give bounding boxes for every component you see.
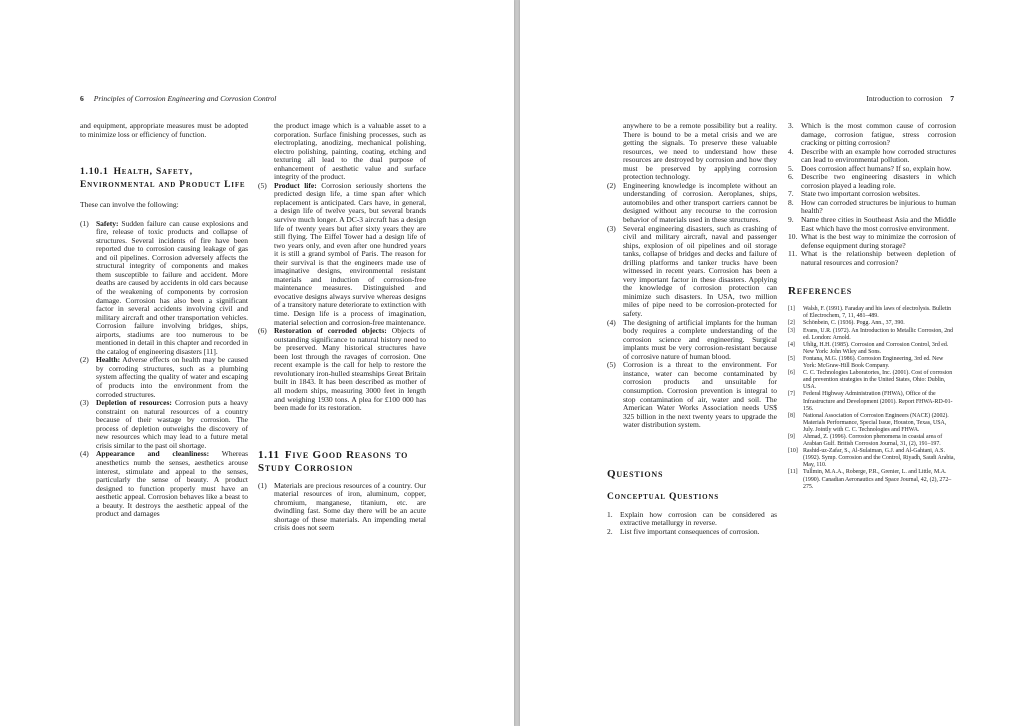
list-item-text: Materials are precious resources of a country. Our material resources of iron, aluminum, copper, chromium, manganese, titanium, etc. are dwindling fast. Some day there will be an acute shortage of these materials. An impending metal crisis does not seem <box>274 480 426 533</box>
list-item-text: Schönbein, C. (1936). Pogg. Ann., 37, 390. <box>803 320 905 327</box>
list-item <box>607 361 777 429</box>
list-item-title: Restoration of corroded objects: <box>274 326 387 336</box>
right-column-2 <box>788 122 956 491</box>
references-list <box>788 306 956 490</box>
list-marker: (4) <box>607 317 616 327</box>
list-item <box>788 173 956 190</box>
section-number: 1.11 <box>258 448 280 461</box>
questions-list <box>607 511 777 537</box>
list-marker: (2) <box>607 180 616 190</box>
list-marker: (3) <box>607 223 616 233</box>
list-item <box>788 448 956 469</box>
references-heading <box>788 285 956 298</box>
list-marker: [10] <box>788 448 798 455</box>
list-item <box>258 482 426 533</box>
list-item <box>788 148 956 165</box>
list-marker: (5) <box>607 360 616 370</box>
list-item-text: Whereas anesthetics numb the senses, aesthetics arouse interest, stimulate and appeal to the senses, particularly the sense of beauty. A product designed to function properly must have an aesthetic appeal. Corrosion behaves like a beast to a beauty. It destroys the aesthetic appeal of the product and damages <box>96 449 248 519</box>
page-number-left: 6 <box>80 94 84 103</box>
list-item <box>607 319 777 362</box>
list-item-text: Corrosion is a threat to the environment. For instance, water can become contaminated by corrosion products and unsuitable for consumption. Corrosion prevention is integral to stop contamination of air, water and soil. The American Water Works Association needs US$ 325 billion in the next twenty years to upgrade the water distribution system. <box>623 360 777 430</box>
list-item <box>607 182 777 225</box>
list-marker: (3) <box>80 398 89 408</box>
list-item <box>258 122 426 182</box>
left-column-2 <box>258 122 426 533</box>
list-item <box>788 199 956 216</box>
left-page-header <box>80 94 276 103</box>
list-item <box>788 328 956 342</box>
list-item <box>607 122 777 182</box>
list-item-text: Several engineering disasters, such as crashing of civil and military aircraft, naval and passenger ships, explosion of oil pipelines and oil storage tanks, collapse of bridges and decks and failure of drilling platforms and tanker trucks have been witnessed in recent years. Corrosion has been a very important factor in these disasters. Applying the knowledge of corrosion protection can minimize such disasters. In USA, two million miles of pipe need to be corrosion-protected for safety. <box>623 223 777 319</box>
list-item-title: Product life: <box>274 180 317 190</box>
list-item-text: Fontana, M.G. (1986). Corrosion Engineering, 3rd ed. New York: McGraw-Hill Book Company. <box>803 355 944 370</box>
right-page-header <box>866 94 954 103</box>
list-marker: 5. <box>788 163 794 173</box>
list-item <box>788 370 956 391</box>
list-item <box>788 122 956 148</box>
list-item <box>788 391 956 412</box>
list-item <box>80 450 248 518</box>
list-item-title: Health: <box>96 355 121 365</box>
list-item-text: Engineering knowledge is incomplete without an understanding of corrosion. Aeroplanes, ships, automobiles and other transport carriers cannot be designed without any recourse to the corrosion behavior of materials used in these structures. <box>623 180 777 225</box>
list-item-text: Rashid-uz-Zafar, S., Al-Sulaiman, G.J. and Al-Gahtani, A.S. (1992). Symp. Corrosion and the Control, Riyadh, Saudi Arabia, May, 110. <box>803 448 955 469</box>
list-item-text: Tullmin, M.A.A., Roberge, P.R., Grenier, L. and Little, M.A. (1990). Canadian Aeronautics and Space Journal, 42, (2), 272–275. <box>803 469 952 490</box>
list-reasons-continuation <box>607 122 777 182</box>
list-marker: 7. <box>788 189 794 199</box>
list-item-text: List five important consequences of corrosion. <box>620 526 760 536</box>
left-column-1 <box>80 122 248 519</box>
list-marker: [8] <box>788 412 795 419</box>
list-item <box>788 356 956 370</box>
list-item-text: State two important corrosion websites. <box>801 189 920 199</box>
section-title: Health, Safety, Environmental and Product Life <box>80 167 246 190</box>
list-item-text: the product image which is a valuable asset to a corporation. Surface finishing processes, such as electroplating, anodizing, mechanical polishing, electro polishing, painting, coating, etching and texturing all lead to the dual purpose of enhancement of aesthetic value and surface integrity of the product. <box>274 121 426 182</box>
list-item-text: Objects of outstanding significance to natural history need to be preserved. Many historical structures have been lost through the ravages of corrosion. One recent example is the call for help to restore the revolutionary iron-hulled steamships Great Britain built in 1843. It has been described as mother of all modern ships, measuring 3000 feet in length and weighing 1930 tons. A plea for £100 000 has been made for its restoration. <box>274 326 426 413</box>
list-item-text: What is the best way to minimize the corrosion of defense equipment during storage? <box>801 232 956 250</box>
list-item-text: The designing of artificial implants for the human body requires a complete understanding of the corrosion science and engineering. Surgical implants must be very corrosion-resistant because of corrosive nature of human blood. <box>623 317 777 361</box>
questions-heading <box>607 468 777 481</box>
section-title: Questions <box>607 467 664 480</box>
list-item-text: Corrosion seriously shortens the predicted design life, a time span after which replacement is anticipated. Cars have, in general, a design life of twelve years, but several brands survive much longer. A DC-3 aircraft has a design life of twenty years but after sixty years they are still flying. The Eiffel Tower had a design life of two years only, and even after one hundred years it is still a grand symbol of Paris. The reason for their survival is that the engineers made use of imaginative designs, environmental resistant materials and induction of corrosion-free maintenance measures. Distinguished and evocative designs always survive whereas designs of a transitory nature deteriorate to extinction with time. Design life is a process of imagination, material selection and corrosion-free maintenance. <box>274 180 426 327</box>
list-marker: [9] <box>788 433 795 440</box>
list-reasons-cont <box>607 182 777 430</box>
list-consequences <box>80 220 248 519</box>
section-title: Conceptual Questions <box>607 491 719 502</box>
list-marker: 9. <box>788 215 794 225</box>
list-item <box>788 320 956 327</box>
list-item-text: How can corroded structures be injurious to human health? <box>801 197 956 216</box>
list-continuation <box>258 122 426 182</box>
list-item-title: Safety: <box>96 218 119 228</box>
section-title: References <box>788 285 852 298</box>
list-item-text: Sudden failure can cause explosions and fire, release of toxic products and collapse of structures. Several incidents of fire have been reported due to corrosion causing leakage of gas and oil pipelines. Corrosion adversely affects the structural integrity of components and makes them susceptible to failure and accident. More deaths are caused by accidents in old cars because of the weakening of components by corrosion damage. Corrosion has also been a significant factor in several accidents involving civil and military aircraft and other transportation vehicles. Corrosion failure involving bridges, ships, airports, stadiums are too numerous to be mentioned in detail in this chapter and recorded in the catalog of engineering disasters [11]. <box>96 218 248 356</box>
list-marker: [6] <box>788 370 795 377</box>
conceptual-questions-heading <box>607 492 777 503</box>
list-marker: [2] <box>788 320 795 327</box>
list-item <box>80 220 248 357</box>
list-marker: 8. <box>788 197 794 207</box>
list-marker: (1) <box>258 480 267 490</box>
list-marker: [7] <box>788 391 795 398</box>
list-item <box>788 306 956 320</box>
paragraph: These can involve the following: <box>80 200 179 210</box>
running-title-left: Principles of Corrosion Engineering and Corrosion Control <box>93 94 277 103</box>
list-marker: [11] <box>788 469 798 476</box>
running-title-right: Introduction to corrosion <box>866 94 943 103</box>
list-item-text: Walsh, F. (1991). Faraday and his laws of electrolysis. Bulletin of Electrochem, 7, 11, 481–489. <box>803 306 952 320</box>
list-item <box>788 216 956 233</box>
list-reasons <box>258 482 426 533</box>
list-item <box>607 528 777 537</box>
list-marker: [1] <box>788 306 795 313</box>
list-marker: (5) <box>258 180 267 190</box>
list-item-text: Which is the most common cause of corrosion damage, corrosion fatigue, stress corrosion cracking or pitting corrosion? <box>801 121 956 148</box>
list-item-text: Explain how corrosion can be considered as extractive metallurgy in reverse. <box>620 509 777 528</box>
list-marker: 1. <box>607 509 613 519</box>
list-item-text: anywhere to be a remote possibility but a reality. There is bound to be a metal crisis and we are getting the signals. To preserve these valuable resources, we need to understand how these resources are destroyed by corrosion and how they must be preserved by applying corrosion protection technology. <box>623 121 777 182</box>
list-marker: 3. <box>788 121 794 130</box>
list-marker: (6) <box>258 326 267 336</box>
list-marker: [4] <box>788 341 795 348</box>
list-item <box>788 413 956 434</box>
right-column-1 <box>607 122 777 536</box>
right-page <box>520 0 1034 726</box>
list-item <box>788 434 956 448</box>
section-title: Five Good Reasons to Study Corrosion <box>258 448 409 474</box>
list-item-text: Federal Highway Administration (FHWA), Office of the Infrastructure and Development (2001). Report FHWA-RD-01-156. <box>803 391 953 412</box>
list-marker: (4) <box>80 449 89 459</box>
left-page <box>0 0 514 726</box>
list-item <box>788 250 956 267</box>
list-marker: (1) <box>80 218 89 228</box>
list-item-text: What is the relationship between depletion of natural resources and corrosion? <box>801 249 956 267</box>
list-marker: 6. <box>788 172 794 182</box>
list-marker: 10. <box>788 232 798 242</box>
list-item-title: Depletion of resources: <box>96 398 172 408</box>
list-item-text: Ahmad, Z. (1996). Corrosion phenomena in coastal area of Arabian Gulf. British Corrosion Journal, 31, (2), 191–197. <box>803 433 943 448</box>
list-item-text: Evans, U.R. (1972). An Introduction to Metallic Corrosion, 2nd ed. London: Arnold. <box>803 327 954 341</box>
paragraph: and equipment, appropriate measures must be adopted to minimize loss or efficiency of function. <box>80 121 248 139</box>
list-consequences-cont <box>258 182 426 413</box>
list-item-title: Appearance and cleanliness: <box>96 449 210 459</box>
list-marker: [5] <box>788 355 795 362</box>
list-marker: (2) <box>80 355 89 365</box>
list-item-text: Does corrosion affect humans? If so, explain how. <box>801 163 952 173</box>
section-heading-1-10-1 <box>80 166 248 191</box>
list-item-text: National Association of Corrosion Engineers (NACE) (2002). Materials Performance, Special Issue, Houston, Texas, USA, July. Jointly with C. C. Technologies and FHWA. <box>803 412 949 433</box>
questions-list-cont <box>788 122 956 267</box>
list-marker: [3] <box>788 327 795 334</box>
list-item <box>607 225 777 319</box>
list-item <box>80 356 248 399</box>
list-item-text: Describe two engineering disasters in which corrosion played a leading role. <box>801 172 956 190</box>
section-heading-1-11 <box>258 449 426 475</box>
list-item-text: Describe with an example how corroded structures can lead to environmental pollution. <box>801 146 956 165</box>
list-item-text: Uhlig, H.H. (1985). Corrosion and Corrosion Control, 3rd ed. New York: John Wiley and Sons. <box>803 341 949 355</box>
list-item <box>258 327 426 412</box>
page-number-right: 7 <box>950 94 954 103</box>
list-item <box>607 511 777 528</box>
list-item-text: Corrosion puts a heavy constraint on natural resources of a country because of their wastage by corrosion. The process of depletion outweighs the discovery of new resources which may lead to a future metal crisis similar to the past oil shortage. <box>96 398 248 450</box>
list-item-text: C. C. Technologies Laboratories, Inc. (2001). Cost of corrosion and prevention strategies in the United States, Ohio: Dublin, USA. <box>803 370 953 391</box>
list-marker: 11. <box>788 249 798 259</box>
list-marker: 4. <box>788 146 794 156</box>
section-number: 1.10.1 <box>80 167 109 178</box>
list-item-text: Adverse effects on health may be caused by corroding structures, such as a plumbing system affecting the quality of water and escaping of products into the environment from the corroded structures. <box>96 355 248 399</box>
list-item <box>788 469 956 490</box>
list-item <box>788 342 956 356</box>
list-item <box>258 182 426 327</box>
list-item-text: Name three cities in Southeast Asia and the Middle East which have the most corrosive environment. <box>801 215 956 233</box>
list-marker: 2. <box>607 526 613 536</box>
list-item <box>788 233 956 250</box>
list-item <box>80 399 248 450</box>
